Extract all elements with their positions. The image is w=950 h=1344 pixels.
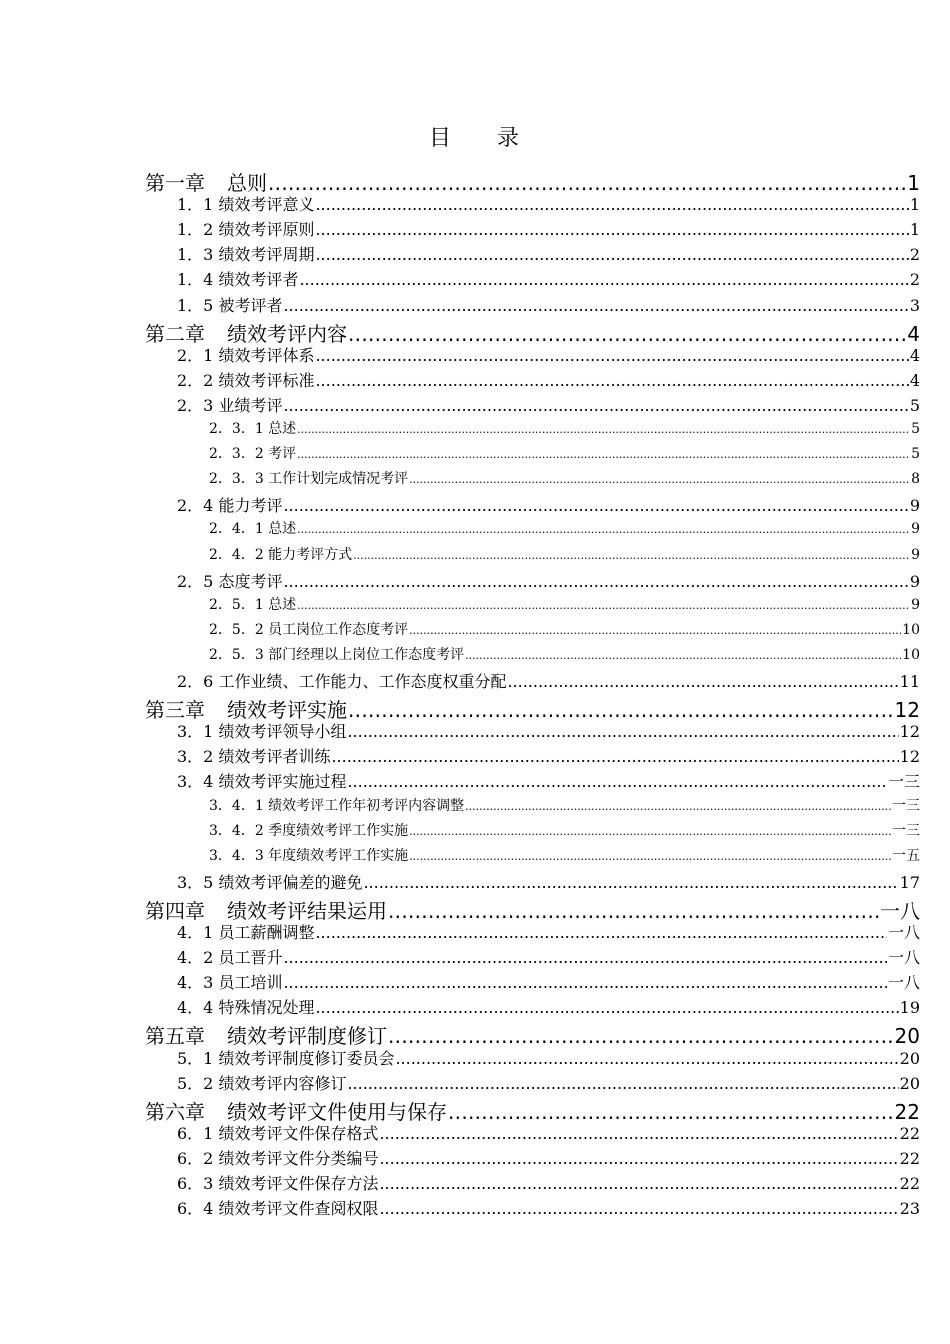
- toc-entry-title: 2．3．1 总述: [209, 421, 297, 437]
- title-char-2: 录: [497, 126, 522, 151]
- toc-page-number: 9: [909, 496, 920, 516]
- toc-section-entry[interactable]: [177, 719, 920, 742]
- toc-entry-title: 4．3 员工培训: [177, 973, 283, 993]
- chapter-title: 绩效考评内容: [227, 321, 347, 346]
- toc-page-number: 22: [894, 1099, 920, 1124]
- dot-leader: [347, 722, 898, 741]
- toc-entry-title: 3．4．3 年度绩效考评工作实施: [209, 847, 409, 864]
- toc-page-number: 2: [909, 245, 920, 265]
- toc-entry-title: 5．1 绩效考评制度修订委员会: [177, 1048, 395, 1068]
- toc-page-number: 一八: [887, 973, 920, 993]
- chapter-number: 第五章: [145, 1024, 205, 1049]
- toc-page-number: 4: [909, 345, 920, 365]
- toc-page-number: 一八: [887, 948, 920, 968]
- toc-section-entry[interactable]: [177, 1146, 920, 1169]
- toc-subsection-entry[interactable]: [209, 619, 920, 639]
- toc-page-number: 22: [899, 1174, 920, 1193]
- toc-section-entry[interactable]: [177, 669, 920, 692]
- title-char-1: 目: [428, 126, 453, 151]
- toc-subsection-entry[interactable]: [209, 594, 920, 614]
- toc-section-entry[interactable]: [177, 1046, 920, 1069]
- chapter-title: 绩效考评结果运用: [227, 898, 387, 923]
- toc-subsection-entry[interactable]: [209, 518, 920, 538]
- toc-page-number: 一八: [880, 898, 920, 923]
- dot-leader: [283, 572, 908, 591]
- page-title: [0, 121, 950, 152]
- toc-page-number: 12: [894, 698, 920, 723]
- toc-page-number: 9: [911, 596, 920, 613]
- chapter-number: 第六章: [145, 1099, 205, 1124]
- dot-leader: [409, 850, 891, 863]
- toc-section-entry[interactable]: [177, 1171, 920, 1194]
- toc-entry-title: 2．5．1 总述: [209, 596, 297, 613]
- toc-page-number: 12: [899, 747, 920, 767]
- toc-page-number: 23: [899, 1199, 920, 1219]
- toc-page-number: 8: [911, 471, 920, 488]
- toc-page-number: 9: [911, 521, 920, 538]
- toc-page-number: 17: [899, 872, 920, 892]
- toc-entry-title: 3．4 绩效考评实施过程: [177, 772, 347, 792]
- chapter-title: 绩效考评制度修订: [227, 1024, 387, 1049]
- dot-leader: [315, 195, 908, 214]
- toc-section-entry[interactable]: [177, 945, 920, 968]
- chapter-title: 绩效考评实施: [227, 698, 347, 723]
- toc-section-entry[interactable]: [177, 970, 920, 993]
- toc-page-number: 一八: [887, 923, 920, 942]
- toc-subsection-entry[interactable]: [209, 443, 920, 463]
- dot-leader: [379, 1149, 898, 1168]
- toc-entry-title: 6．2 绩效考评文件分类编号: [177, 1148, 379, 1168]
- toc-entry-title: 1．5 被考评者: [177, 295, 283, 315]
- toc-entry-title: 2．5．2 员工岗位工作态度考评: [209, 621, 409, 638]
- chapter-number: 第二章: [145, 321, 205, 346]
- toc-entry-title: 6．4 绩效考评文件查阅权限: [177, 1199, 379, 1219]
- dot-leader: [395, 1049, 898, 1068]
- toc-page-number: 一三: [887, 772, 920, 792]
- toc-subsection-entry[interactable]: [209, 418, 920, 438]
- toc-entry-title: 2．2 绩效考评标准: [177, 370, 315, 390]
- toc-entry-title: 6．1 绩效考评文件保存格式: [177, 1123, 379, 1143]
- toc-section-entry[interactable]: [177, 242, 920, 265]
- toc-entry-title: 2．3 业绩考评: [177, 395, 283, 415]
- dot-leader: [297, 423, 910, 436]
- toc-page-number: 一三: [892, 797, 920, 814]
- toc-section-entry[interactable]: [177, 217, 920, 240]
- dot-leader: [315, 371, 908, 390]
- dot-leader: [347, 772, 887, 791]
- dot-leader: [283, 296, 908, 315]
- dot-leader: [283, 948, 887, 967]
- toc-section-entry[interactable]: [177, 267, 920, 290]
- dot-leader: [465, 649, 901, 662]
- dot-leader: [363, 873, 898, 892]
- dot-leader: [409, 473, 910, 486]
- dot-leader: [331, 747, 898, 766]
- chapter-number: 第一章: [145, 171, 205, 195]
- toc-page-number: 4: [907, 321, 920, 346]
- toc-entry-title: 4．2 员工晋升: [177, 948, 283, 968]
- toc-page-number: 22: [899, 1123, 920, 1143]
- dot-leader: [409, 825, 891, 838]
- dot-leader: [507, 672, 898, 691]
- dot-leader: [353, 549, 910, 562]
- toc-page-number: 2: [909, 270, 920, 290]
- toc-page-number: 20: [899, 1048, 920, 1068]
- toc-entry-title: 1．2 绩效考评原则: [177, 220, 315, 240]
- toc-entry-title: 3．4．2 季度绩效考评工作实施: [209, 822, 409, 839]
- toc-entry-title: 4．4 特殊情况处理: [177, 998, 315, 1018]
- toc-section-entry[interactable]: [177, 1196, 920, 1219]
- dot-leader: [465, 800, 891, 813]
- dot-leader: [283, 496, 908, 515]
- toc-page-number: 1: [909, 220, 920, 240]
- toc-entry-title: 2．5．3 部门经理以上岗位工作态度考评: [209, 646, 465, 663]
- toc-entry-title: 1．3 绩效考评周期: [177, 245, 315, 265]
- toc-entry-title: 2．3．2 考评: [209, 446, 297, 463]
- toc-section-entry[interactable]: [177, 192, 920, 215]
- toc-entry-title: 2．1 绩效考评体系: [177, 345, 315, 365]
- toc-section-entry[interactable]: [177, 1071, 920, 1094]
- toc-page-number: 9: [911, 546, 920, 563]
- dot-leader: [315, 220, 908, 239]
- toc-entry-title: 1．4 绩效考评者: [177, 270, 299, 290]
- toc-page-number: 12: [899, 722, 920, 742]
- toc-entry-title: 1．1 绩效考评意义: [177, 195, 315, 215]
- toc-entry-title: 2．4．1 总述: [209, 521, 297, 538]
- toc-page-number: 一三: [892, 822, 920, 839]
- toc-page-number: 3: [909, 295, 920, 315]
- toc-entry-title: 2．4 能力考评: [177, 496, 283, 516]
- toc-entry-title: 3．2 绩效考评者训练: [177, 747, 331, 767]
- dot-leader: [315, 998, 898, 1017]
- toc-entry-title: 2．6 工作业绩、工作能力、工作态度权重分配: [177, 672, 507, 691]
- toc-page-number: 22: [899, 1148, 920, 1168]
- toc-page-number: 1: [909, 195, 920, 215]
- toc-entry-title: 4．1 员工薪酬调整: [177, 923, 315, 942]
- chapter-title: 绩效考评文件使用与保存: [227, 1099, 447, 1124]
- toc-entry-title: 3．1 绩效考评领导小组: [177, 722, 347, 742]
- toc-entry-title: 2．4．2 能力考评方式: [209, 546, 353, 563]
- toc-page-number: 10: [902, 621, 920, 638]
- chapter-number: 第四章: [145, 898, 205, 923]
- toc-page-number: 10: [902, 646, 920, 663]
- toc-page-number: 20: [894, 1024, 920, 1049]
- toc-page-number: 一五: [892, 847, 920, 864]
- dot-leader: [315, 923, 887, 942]
- dot-leader: [297, 448, 910, 461]
- toc-page-number: 4: [909, 370, 920, 390]
- toc-entry-title: 2．3．3 工作计划完成情况考评: [209, 471, 409, 488]
- toc-page-number: 1: [907, 171, 920, 195]
- toc-page-number: 20: [899, 1073, 920, 1093]
- toc-subsection-entry[interactable]: [209, 644, 920, 664]
- dot-leader: [315, 245, 908, 264]
- toc-subsection-entry[interactable]: [209, 468, 920, 488]
- dot-leader: [409, 624, 901, 637]
- dot-leader: [299, 270, 908, 289]
- toc-entry-title: 2．5 态度考评: [177, 571, 283, 591]
- toc-section-entry[interactable]: [177, 368, 920, 391]
- toc-page-number: 5: [911, 446, 920, 463]
- toc-section-entry[interactable]: [177, 1121, 920, 1144]
- toc-section-entry[interactable]: [177, 920, 920, 943]
- chapter-number: 第三章: [145, 698, 205, 723]
- toc-section-entry[interactable]: [177, 569, 920, 592]
- toc-entry-title: 3．5 绩效考评偏差的避免: [177, 872, 363, 892]
- dot-leader: [283, 973, 887, 992]
- toc-page-number: 19: [899, 998, 920, 1018]
- toc-page-number: 11: [899, 672, 920, 691]
- toc-page-number: 5: [911, 421, 920, 437]
- toc-section-entry[interactable]: [177, 995, 920, 1018]
- toc-entry-title: 6．3 绩效考评文件保存方法: [177, 1174, 379, 1193]
- toc-subsection-entry[interactable]: [209, 820, 920, 840]
- chapter-title: 总则: [227, 171, 267, 195]
- toc-subsection-entry[interactable]: [209, 795, 920, 815]
- toc-section-entry[interactable]: [177, 393, 920, 416]
- toc-page-number: 5: [909, 395, 920, 415]
- toc-section-entry[interactable]: [177, 744, 920, 767]
- toc-section-entry[interactable]: [177, 870, 920, 893]
- toc-section-entry[interactable]: [177, 769, 920, 792]
- toc-section-entry[interactable]: [177, 343, 920, 366]
- toc-page-number: 9: [909, 571, 920, 591]
- toc-section-entry[interactable]: [177, 493, 920, 516]
- dot-leader: [297, 523, 910, 536]
- dot-leader: [347, 1074, 898, 1093]
- dot-leader: [379, 1174, 898, 1193]
- toc-subsection-entry[interactable]: [209, 845, 920, 865]
- dot-leader: [283, 396, 908, 415]
- toc-entry-title: 3．4．1 绩效考评工作年初考评内容调整: [209, 797, 465, 814]
- dot-leader: [297, 599, 910, 612]
- dot-leader: [315, 346, 908, 365]
- dot-leader: [379, 1124, 898, 1143]
- dot-leader: [379, 1199, 898, 1218]
- toc-section-entry[interactable]: [177, 293, 920, 316]
- toc-subsection-entry[interactable]: [209, 544, 920, 564]
- toc-entry-title: 5．2 绩效考评内容修订: [177, 1073, 347, 1093]
